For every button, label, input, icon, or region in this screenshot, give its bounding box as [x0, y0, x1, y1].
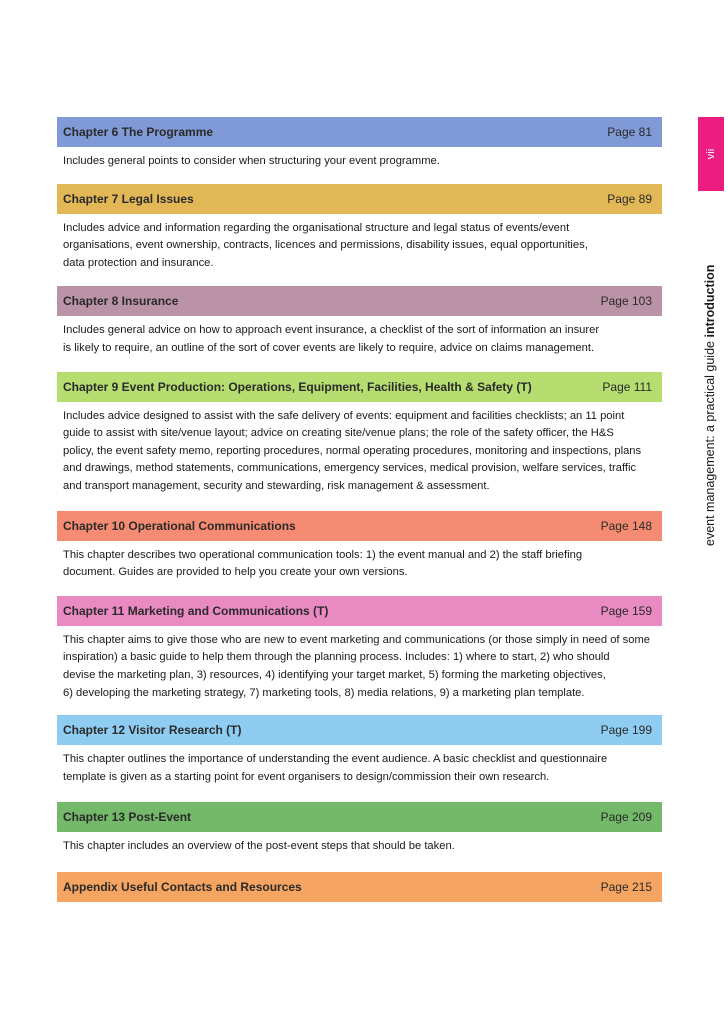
- chapter-title: Chapter 9 Event Production: Operations, Equipment, Facilities, Health & Safety (T): [63, 379, 532, 394]
- chapter-page: Page 89: [607, 191, 652, 206]
- description-line: template is given as a starting point for event organisers to design/commission their own research.: [63, 770, 550, 783]
- chapter-description: [57, 402, 662, 496]
- description-line: inspiration) a basic guide to help them through the planning process. Includes: 1) where to start, 2) who should: [63, 651, 610, 664]
- chapter-description: [57, 745, 662, 786]
- chapter-title: Appendix Useful Contacts and Resources: [63, 879, 302, 894]
- description-line: This chapter aims to give those who are new to event marketing and communications (or those simply in need of some: [63, 633, 651, 646]
- chapter-header: [57, 596, 662, 626]
- chapter-header: [57, 511, 662, 541]
- description-line: This chapter describes two operational communication tools: 1) the event manual and 2) the staff briefing: [63, 548, 583, 561]
- chapter-description: [57, 214, 662, 273]
- description-line: and drawings, method statements, communications, emergency services, medical provision, welfare services, traffic: [63, 462, 637, 475]
- chapter-11: [57, 596, 662, 702]
- description-line: Includes general advice on how to approach event insurance, a checklist of the sort of information an insurer: [63, 324, 600, 337]
- chapter-description: [57, 832, 662, 856]
- side-tab: [698, 117, 724, 191]
- chapter-12: [57, 715, 662, 786]
- chapter-header: [57, 872, 662, 902]
- chapter-page: Page 148: [600, 518, 652, 533]
- chapter-page: Page 111: [602, 379, 652, 394]
- chapter-header: [57, 117, 662, 147]
- page-number: vii: [705, 148, 717, 160]
- chapter-page: Page 215: [600, 879, 652, 894]
- chapter-9: [57, 372, 662, 496]
- appendix: [57, 872, 662, 902]
- chapter-7: [57, 184, 662, 273]
- description-line: 6) developing the marketing strategy, 7) marketing tools, 8) media relations, 9) a marketing plan template.: [63, 686, 585, 699]
- description-line: This chapter outlines the importance of understanding the event audience. A basic checklist and questionnaire: [63, 753, 608, 766]
- chapter-title: Chapter 13 Post-Event: [63, 810, 192, 825]
- chapter-page: Page 81: [607, 125, 652, 139]
- chapter-title: Chapter 6 The Programme: [63, 125, 214, 139]
- chapter-13: [57, 802, 662, 856]
- chapter-header: [57, 372, 662, 402]
- description-line: Includes advice and information regarding the organisational structure and legal status of events/event: [63, 221, 570, 234]
- chapter-title: Chapter 12 Visitor Research (T): [63, 723, 242, 738]
- description-line: document. Guides are provided to help you create your own versions.: [63, 566, 408, 579]
- chapter-description: [57, 316, 662, 357]
- chapter-title: Chapter 11 Marketing and Communications (T): [63, 603, 329, 618]
- description-line: guide to assist with site/venue layout; advice on creating site/venue plans; the role of the safety officer, the H&S: [63, 427, 614, 440]
- table-of-contents: [57, 117, 662, 902]
- chapter-description: [57, 541, 662, 582]
- chapter-header: [57, 184, 662, 214]
- chapter-6: [57, 117, 662, 171]
- description-line: Includes advice designed to assist with the safe delivery of events: equipment and facilities checklists; an 11 point: [63, 409, 625, 422]
- chapter-title: Chapter 10 Operational Communications: [63, 518, 296, 533]
- chapter-page: Page 103: [600, 294, 652, 309]
- description-line: and transport management, security and stewarding, risk management & assessment.: [63, 479, 490, 492]
- description-line: Includes general points to consider when structuring your event programme.: [63, 155, 440, 167]
- description-line: is likely to require, an outline of the sort of cover events are likely to require, advice on claims management.: [63, 341, 595, 354]
- chapter-page: Page 209: [600, 810, 652, 825]
- chapter-title: Chapter 8 Insurance: [63, 294, 179, 309]
- chapter-10: [57, 511, 662, 582]
- description-line: data protection and insurance.: [63, 256, 214, 269]
- description-line: policy, the event safety memo, reporting procedures, normal operating procedures, monitoring and inspections, plans: [63, 444, 642, 457]
- chapter-header: [57, 286, 662, 316]
- running-section: introduction: [703, 264, 717, 338]
- chapter-8: [57, 286, 662, 357]
- description-line: devise the marketing plan, 3) resources, 4) identifying your target market, 5) forming the marketing objectives,: [63, 668, 606, 681]
- running-title-text: event management: a practical guide: [703, 337, 717, 546]
- chapter-page: Page 159: [600, 603, 652, 618]
- description-line: This chapter includes an overview of the post-event steps that should be taken.: [63, 840, 455, 853]
- chapter-description: [57, 147, 662, 171]
- running-title: [703, 265, 717, 546]
- chapter-header: [57, 802, 662, 832]
- chapter-page: Page 199: [600, 723, 652, 738]
- chapter-title: Chapter 7 Legal Issues: [63, 191, 194, 206]
- description-line: organisations, event ownership, contracts, licences and permissions, disability issues, equal opportunities,: [63, 239, 588, 252]
- chapter-header: [57, 715, 662, 745]
- chapter-description: [57, 626, 662, 702]
- page-number-tab: [698, 117, 724, 191]
